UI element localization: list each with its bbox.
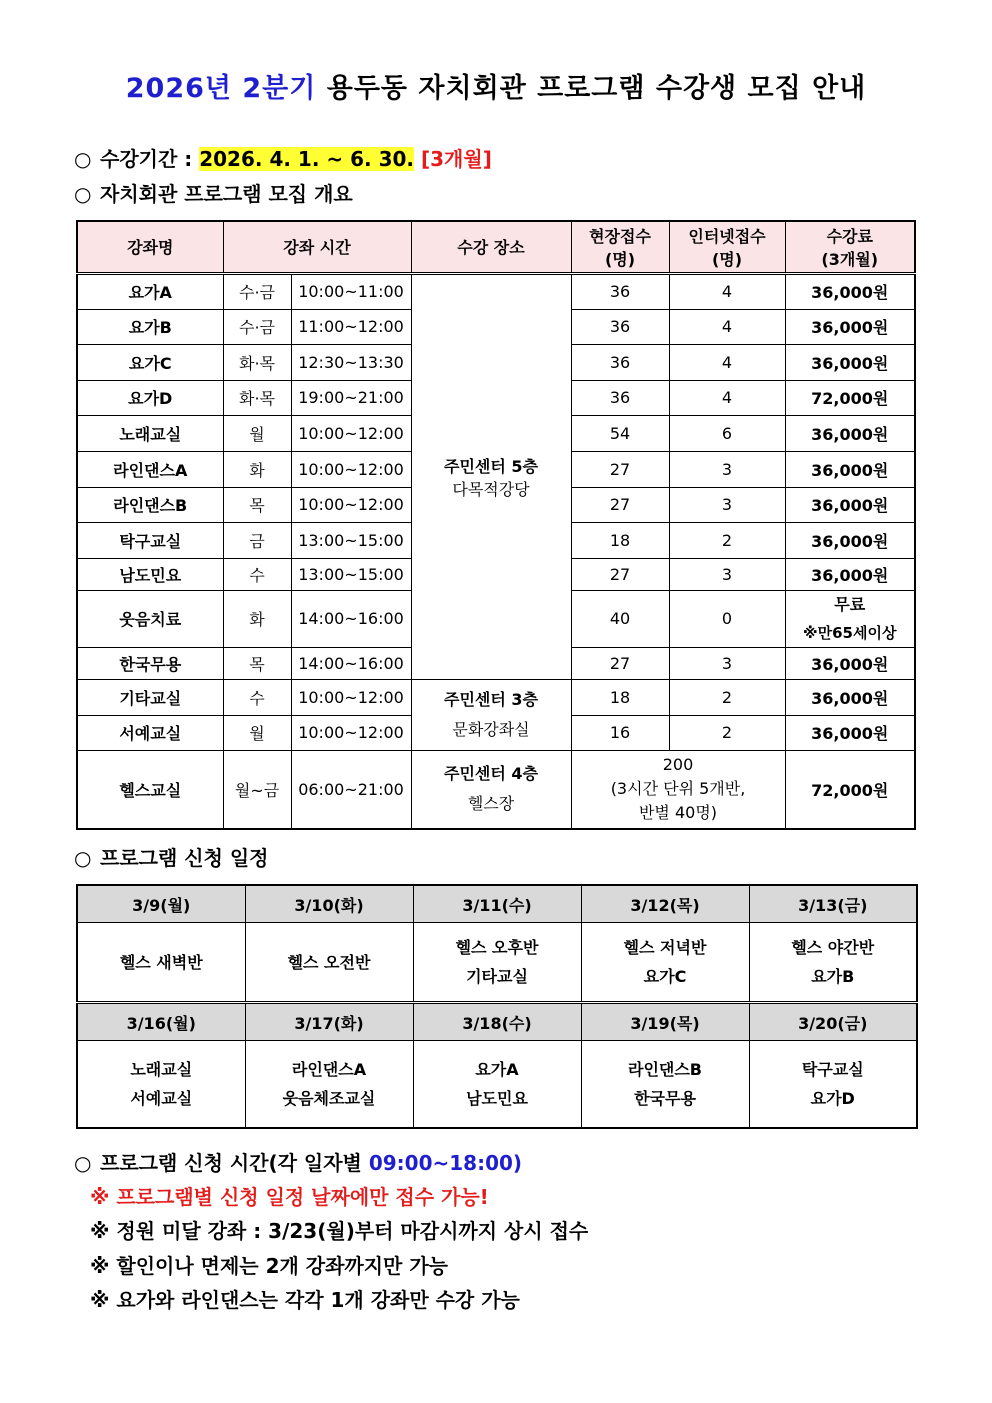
period-label: 수강기간 : <box>100 147 200 171</box>
course-fee: 36,000원 <box>785 451 915 487</box>
schedule-date: 3/18(수) <box>413 1003 581 1041</box>
course-days: 화·목 <box>223 344 291 380</box>
course-name: 노래교실 <box>77 415 223 451</box>
course-time: 10:00~12:00 <box>291 679 411 715</box>
schedule-program: 요가C <box>643 967 687 986</box>
course-time: 10:00~12:00 <box>291 451 411 487</box>
place-room: 문화강좌실 <box>452 719 530 739</box>
course-onsite: 36 <box>571 309 669 344</box>
table-row <box>77 273 915 309</box>
schedule-program: 남도민요 <box>466 1089 528 1108</box>
course-time: 19:00~21:00 <box>291 380 411 415</box>
period-dates: 2026. 4. 1. ~ 6. 30. <box>199 147 415 171</box>
header-name: 강좌명 <box>77 221 223 273</box>
schedule-program-row <box>77 1041 917 1129</box>
time-heading-hours: 09:00~18:00) <box>368 1151 523 1175</box>
schedule-cell <box>581 923 749 1003</box>
course-time: 10:00~12:00 <box>291 715 411 750</box>
note: ※ 요가와 라인댄스는 각각 1개 강좌만 수강 가능 <box>90 1288 520 1312</box>
course-days: 수 <box>223 679 291 715</box>
schedule-date: 3/9(월) <box>77 885 245 923</box>
course-time: 10:00~11:00 <box>291 273 411 309</box>
schedule-cell <box>77 1041 245 1129</box>
course-time: 10:00~12:00 <box>291 415 411 451</box>
course-days: 화·목 <box>223 380 291 415</box>
page-title <box>0 66 992 105</box>
course-onsite: 36 <box>571 380 669 415</box>
schedule-cell <box>245 1041 413 1129</box>
course-name: 서예교실 <box>77 715 223 750</box>
bullet-circle: ○ <box>74 1151 92 1175</box>
course-days: 수·금 <box>223 273 291 309</box>
course-time: 13:00~15:00 <box>291 522 411 558</box>
note: ※ 정원 미달 강좌 : 3/23(월)부터 마감시까지 상시 접수 <box>90 1219 589 1243</box>
place-cell-4f <box>411 750 571 829</box>
header-time: 강좌 시간 <box>223 221 411 273</box>
table-row <box>77 679 915 715</box>
bullet-circle: ○ <box>74 846 92 870</box>
schedule-cell <box>413 1041 581 1129</box>
header-online-line2: (명) <box>711 249 743 269</box>
course-online: 3 <box>669 451 785 487</box>
capacity-line3: 반별 40명) <box>638 803 718 823</box>
place-floor: 주민센터 3층 <box>444 689 538 709</box>
time-heading-text: 프로그램 신청 시간(각 일자별 <box>100 1151 369 1175</box>
course-name: 요가B <box>77 309 223 344</box>
course-online: 3 <box>669 647 785 679</box>
schedule-program: 탁구교실 <box>801 1060 864 1079</box>
note-red: ※ 프로그램별 신청 일정 날짜에만 접수 가능! <box>90 1185 489 1209</box>
schedule-date: 3/11(수) <box>413 885 581 923</box>
course-online: 0 <box>669 590 785 647</box>
course-online: 2 <box>669 679 785 715</box>
place-cell-5f <box>411 273 571 679</box>
schedule-cell <box>413 923 581 1003</box>
header-place: 수강 장소 <box>411 221 571 273</box>
course-fee: 36,000원 <box>785 522 915 558</box>
header-onsite-line2: (명) <box>604 249 636 269</box>
schedule-program: 요가B <box>811 967 855 986</box>
schedule-program: 요가A <box>475 1060 519 1079</box>
fee-note: ※만65세이상 <box>803 623 897 642</box>
place-floor: 주민센터 5층 <box>444 456 538 476</box>
course-onsite: 36 <box>571 344 669 380</box>
schedule-heading <box>74 842 269 871</box>
header-fee <box>785 221 915 273</box>
course-name: 웃음치료 <box>77 590 223 647</box>
course-online: 4 <box>669 273 785 309</box>
schedule-program: 헬스 오후반 <box>455 938 539 957</box>
table-header-row <box>77 221 915 273</box>
course-days: 월 <box>223 715 291 750</box>
course-online: 4 <box>669 344 785 380</box>
schedule-program: 헬스 새벽반 <box>119 952 203 972</box>
course-online: 2 <box>669 715 785 750</box>
course-fee <box>785 590 915 647</box>
schedule-cell <box>581 1041 749 1129</box>
course-onsite: 18 <box>571 522 669 558</box>
course-onsite: 54 <box>571 415 669 451</box>
schedule-date: 3/19(목) <box>581 1003 749 1041</box>
place-floor: 주민센터 4층 <box>444 764 538 784</box>
schedule-program: 서예교실 <box>130 1089 193 1108</box>
schedule-date: 3/17(화) <box>245 1003 413 1041</box>
schedule-cell <box>77 923 245 1003</box>
course-fee: 36,000원 <box>785 487 915 522</box>
course-onsite: 36 <box>571 273 669 309</box>
header-fee-line2: (3개월) <box>821 249 879 269</box>
course-online: 4 <box>669 380 785 415</box>
time-heading <box>74 1147 522 1176</box>
place-room: 다목적강당 <box>452 479 530 499</box>
course-onsite: 40 <box>571 590 669 647</box>
schedule-cell <box>245 923 413 1003</box>
course-online: 6 <box>669 415 785 451</box>
course-days: 월~금 <box>223 750 291 829</box>
course-time: 13:00~15:00 <box>291 558 411 590</box>
schedule-program: 노래교실 <box>130 1060 193 1079</box>
program-table <box>76 220 916 830</box>
header-onsite-line1: 현장접수 <box>589 226 651 246</box>
header-fee-line1: 수강료 <box>826 226 873 246</box>
course-time: 12:30~13:30 <box>291 344 411 380</box>
course-days: 목 <box>223 487 291 522</box>
course-onsite: 27 <box>571 558 669 590</box>
course-onsite: 27 <box>571 647 669 679</box>
schedule-program: 한국무용 <box>634 1089 696 1108</box>
course-fee: 36,000원 <box>785 344 915 380</box>
header-onsite <box>571 221 669 273</box>
note: ※ 할인이나 면제는 2개 강좌까지만 가능 <box>90 1254 448 1278</box>
course-fee: 36,000원 <box>785 415 915 451</box>
bullet-circle: ○ <box>74 182 92 206</box>
period-months: [3개월] <box>414 147 492 171</box>
schedule-date-row <box>77 1003 917 1041</box>
place-room: 헬스장 <box>467 794 515 814</box>
schedule-date-row <box>77 885 917 923</box>
course-online: 4 <box>669 309 785 344</box>
course-time: 14:00~16:00 <box>291 647 411 679</box>
overview-heading-text: 자치회관 프로그램 모집 개요 <box>100 182 353 206</box>
schedule-date: 3/12(목) <box>581 885 749 923</box>
title-quarter: 2026년 2분기 <box>125 73 317 104</box>
schedule-program: 라인댄스A <box>291 1060 367 1079</box>
course-fee: 36,000원 <box>785 679 915 715</box>
place-cell-3f <box>411 679 571 750</box>
course-days: 화 <box>223 590 291 647</box>
schedule-program: 요가D <box>810 1089 855 1108</box>
header-online-line1: 인터넷접수 <box>688 226 766 246</box>
capacity-line1: 200 <box>662 755 694 775</box>
capacity-line2: (3시간 단위 5개반, <box>610 779 746 799</box>
course-days: 금 <box>223 522 291 558</box>
course-days: 목 <box>223 647 291 679</box>
course-onsite: 27 <box>571 487 669 522</box>
schedule-date: 3/20(금) <box>749 1003 917 1041</box>
course-fee: 36,000원 <box>785 273 915 309</box>
course-fee: 36,000원 <box>785 309 915 344</box>
schedule-date: 3/16(월) <box>77 1003 245 1041</box>
course-online: 2 <box>669 522 785 558</box>
course-days: 월 <box>223 415 291 451</box>
schedule-table <box>76 884 918 1129</box>
course-days: 화 <box>223 451 291 487</box>
overview-heading <box>74 178 353 207</box>
course-onsite: 27 <box>571 451 669 487</box>
course-name: 남도민요 <box>77 558 223 590</box>
course-fee: 36,000원 <box>785 558 915 590</box>
course-time: 10:00~12:00 <box>291 487 411 522</box>
table-row <box>77 750 915 829</box>
schedule-heading-text: 프로그램 신청 일정 <box>100 846 269 870</box>
course-time: 14:00~16:00 <box>291 590 411 647</box>
course-days: 수 <box>223 558 291 590</box>
course-onsite: 18 <box>571 679 669 715</box>
period-line <box>74 143 492 172</box>
course-name: 탁구교실 <box>77 522 223 558</box>
schedule-date: 3/10(화) <box>245 885 413 923</box>
course-name: 요가D <box>77 380 223 415</box>
gym-capacity <box>571 750 785 829</box>
header-online <box>669 221 785 273</box>
schedule-program: 헬스 저녁반 <box>623 938 707 957</box>
course-fee: 72,000원 <box>785 750 915 829</box>
schedule-program: 기타교실 <box>466 967 528 986</box>
course-fee: 36,000원 <box>785 647 915 679</box>
course-name: 라인댄스A <box>77 451 223 487</box>
schedule-program: 라인댄스B <box>627 1060 703 1079</box>
schedule-cell <box>749 1041 917 1129</box>
title-main: 용두동 자치회관 프로그램 수강생 모집 안내 <box>316 73 867 104</box>
schedule-cell <box>749 923 917 1003</box>
bullet-circle: ○ <box>74 147 92 171</box>
course-name: 한국무용 <box>77 647 223 679</box>
schedule-program: 헬스 오전반 <box>287 952 371 972</box>
course-name: 기타교실 <box>77 679 223 715</box>
course-name: 요가A <box>77 273 223 309</box>
schedule-date: 3/13(금) <box>749 885 917 923</box>
course-fee: 72,000원 <box>785 380 915 415</box>
schedule-program: 헬스 야간반 <box>791 938 875 957</box>
course-time: 06:00~21:00 <box>291 750 411 829</box>
course-fee: 36,000원 <box>785 715 915 750</box>
course-days: 수·금 <box>223 309 291 344</box>
course-name: 헬스교실 <box>77 750 223 829</box>
course-online: 3 <box>669 487 785 522</box>
schedule-program: 웃음체조교실 <box>282 1089 376 1108</box>
fee-free: 무료 <box>834 594 866 614</box>
course-online: 3 <box>669 558 785 590</box>
course-onsite: 16 <box>571 715 669 750</box>
schedule-program-row <box>77 923 917 1003</box>
course-name: 라인댄스B <box>77 487 223 522</box>
course-name: 요가C <box>77 344 223 380</box>
course-time: 11:00~12:00 <box>291 309 411 344</box>
